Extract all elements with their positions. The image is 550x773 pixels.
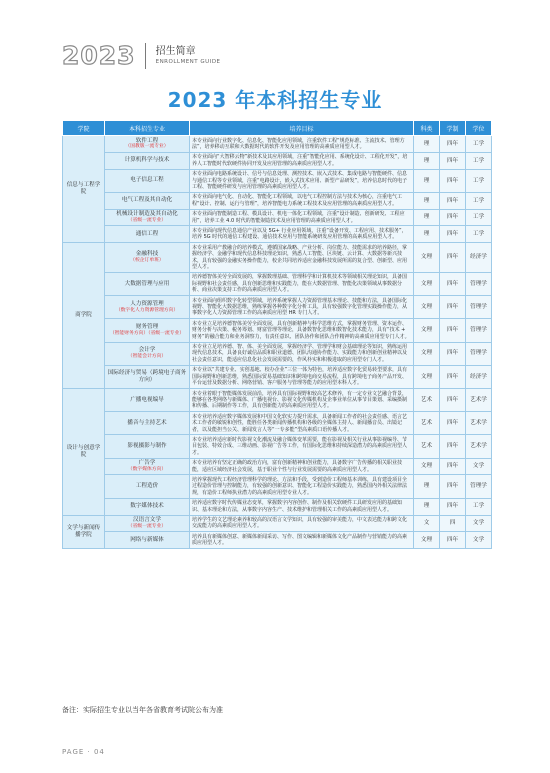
major-name: 广告学 [138,460,156,467]
category-cell: 文理 [414,532,440,549]
majors-table [62,120,492,549]
col-header-duration: 学制 [440,121,466,136]
duration-cell: 四年 [440,226,466,243]
table-row [63,296,492,319]
remark-note: 备注：实际招生专业以当年各省教育考试院公布为准 [62,706,223,714]
goal-cell: 本专业着眼于智能媒体发展前沿，培养具有国际视野和较高艺术修养，有一定专业文艺融合背景，能够在各类网络与新媒体、广播电视台、影视文化传媒机构及企事业单位从事节目策划、采编摄制和传播、后期制作等工作，具有创新能力的高素质应用型人才。 [190,389,414,412]
header-title-en: ENROLLMENT GUIDE [155,59,221,65]
table-row [63,169,492,192]
degree-cell: 工学 [466,192,492,209]
duration-cell: 四年 [440,475,466,498]
duration-cell: 四年 [440,435,466,458]
major-name-cell [105,319,190,342]
degree-cell: 工学 [466,152,492,169]
table-row [63,152,492,169]
major-name-cell [105,243,190,273]
table-row [63,192,492,209]
major-name: 数字媒体技术 [130,503,164,510]
degree-cell: 管理学 [466,296,492,319]
degree-cell: 经济学 [466,243,492,273]
duration-cell: 四年 [440,296,466,319]
degree-cell: 艺术学 [466,412,492,435]
goal-cell: 本专业立足培养德智体美劳全面发展，具有创新精神与科学思维方式，掌握财务管理、资本运作、财务分析与决策、税务筹划、财富管理等理论，具备数智化思维和数智化技术能力，具有“技术 + 财务”的融合能力和业务洞察力，有责任意识、团队协作和团队合作精神的高素质应用型专门人才。 [190,319,414,342]
category-cell: 文理 [414,272,440,295]
duration-cell: 四年 [440,169,466,192]
major-name: 播音与主持艺术 [127,419,167,426]
category-cell: 文理 [414,365,440,388]
major-name: 网络与新媒体 [130,536,164,543]
school-cell: 信息与工程学院 [63,136,105,243]
category-cell: 艺术 [414,412,440,435]
major-name-cell [105,209,190,226]
degree-cell: 工学 [466,498,492,515]
major-note: （智能财务方向）（省级一流专业） [109,330,185,336]
major-name: 影视摄影与制作 [127,443,167,450]
page-title: 2023 年本科招生专业 [167,88,383,112]
duration-cell: 四年 [440,243,466,273]
category-cell: 理 [414,475,440,498]
table-row [63,319,492,342]
major-name-cell [105,226,190,243]
goal-cell: 培养适应数字时代传媒业态变革，掌握数字内容创作、制作及相关软硬件工具研发应用的基础知识、基本理论和方法，从事数字内容生产、技术维护和管理相关工作的高素质应用型人才。 [190,498,414,515]
major-name: 机械设计制造及其自动化 [116,211,178,218]
category-cell: 理 [414,152,440,169]
degree-cell: 艺术学 [466,389,492,412]
category-cell: 艺术 [414,435,440,458]
major-name-cell [105,389,190,412]
major-name: 软件工程 [135,137,159,144]
major-name: 计算机科学与技术 [124,157,170,164]
category-cell: 文 [414,515,440,532]
duration-cell: 四 [440,515,466,532]
duration-cell: 四年 [440,389,466,412]
category-cell: 理 [414,226,440,243]
table-row [63,515,492,532]
category-cell: 理 [414,209,440,226]
table-row [63,342,492,365]
major-name-cell [105,475,190,498]
duration-cell: 四年 [440,532,466,549]
major-note: （数字媒体方向） [127,466,167,472]
goal-cell: 本专业培养有坚定正确的政治方向，富有创新精神和创业能力，具备数字广告传播的相关职业技能，适应区域经济社会发展，基于职业个性与行业发展需要的高素质应用型人才。 [190,458,414,475]
table-row [63,209,492,226]
page-header [62,42,221,70]
degree-cell: 工学 [466,169,492,192]
duration-cell: 四年 [440,209,466,226]
duration-cell: 四年 [440,192,466,209]
major-name-cell [105,296,190,319]
category-cell: 艺术 [414,389,440,412]
major-note: （校企订单班） [130,257,164,263]
duration-cell: 四年 [440,152,466,169]
category-cell: 理 [414,169,440,192]
goal-cell: 本专业面向电路系统设计、信号与信息处理、测控技术、嵌入式技术、集成电路与智能硬件、信息与通信工程等专业领域，注重“电路设计、嵌入式技术应用、新型产品研发”，培养信息时代的电子工程、智能硬件研发与应用管理的高素质应用型人才。 [190,169,414,192]
table-row [63,532,492,549]
goal-cell: 本专业采用产教融合的培养模式，遵循国家战略、产业分析、岗位能力、技能需求的培养路径，掌握经济学、金融学和现代信息科技理论知识，熟悉人工智能、区块链、云计算、大数据等新兴技术，具有较强的金融实务操作能力，校企共同培养适应金融科技发展所需的复合型、创新型、应用型人才。 [190,243,414,273]
goal-cell: 本专业立足培养德、智、体、美全面发展，掌握经济学、管理学和财会基础理论等知识，熟练运用现代信息技术，具备良好诚信品质和职业道德、团队沟通协作能力、实践能力和创新创业精神以及社会责任意识，能适应信息化社会发展需要的，作风朴实和积极进取的应用型专门人才。 [190,342,414,365]
goal-cell: 本专业面向行业数字化、信息化、智能化应用领域，注重软件工程“规范标准、主流技术、管理方法”，培养移动互联和大数据时代的软件开发及应用管理的高素质应用型人才。 [190,136,414,153]
category-cell: 文理 [414,342,440,365]
category-cell: 文理 [414,458,440,475]
goal-cell: 本专业培养适应数字媒体发展和中国文化软实力提升需求，具备新闻工作者的社会责任感、语言艺术工作者的敏锐和创性，能胜任各类新闻传播机构和各级的全媒体主持人、新闻播音员、出镜记者，以及能担当公关、新闻发言人等“一专多能”型高素质口语传播人才。 [190,412,414,435]
table-row [63,226,492,243]
duration-cell: 四年 [440,319,466,342]
col-header-degree: 学位 [466,121,492,136]
table-row [63,498,492,515]
major-note: （数字化人力资源管理方向） [115,307,179,313]
major-name-cell [105,515,190,532]
major-name-cell [105,365,190,388]
degree-cell: 工学 [466,136,492,153]
major-name: 会计学 [138,347,156,354]
goal-cell: 培养掌握现代工程经济管理科学的理论、方法和手段，受到造价工程师基本训练，具有建设项目全过程造价管理与控制能力，有较强的创新意识、智能化工程造价实践能力，熟悉国内外相关法律法规，有造价工程师执业潜力的高素质应用型专业人才。 [190,475,414,498]
major-name-cell [105,136,190,153]
goal-cell: 本专业面向智能制造工程、模具设计、机电一体化工程领域，注重“设计制造、创新研发、工程应用”，培养工业 4.0 时代的智能制造技术及应用管理的高素质应用型人才。 [190,209,414,226]
col-header-major: 本科招生专业 [105,121,190,136]
major-name: 广播电视编导 [130,396,164,403]
major-name-cell [105,435,190,458]
table-header-row [63,121,492,136]
degree-cell: 管理学 [466,319,492,342]
header-text [156,45,221,67]
goal-cell: 本专业面向“大智移云物”新技术及其应用领域，注重“智能化应用、系统化设计、工程化开发”，培养人工智能时代软硬件协同开发及应用管理的高素质应用型人才。 [190,152,414,169]
goal-cell: 培养具有新媒体创意、新媒体新闻采访、写作、图文编辑和新媒体文化产品制作与营销能力的高素质应用型人才。 [190,532,414,549]
school-cell: 设计与创意学院 [63,389,105,516]
goal-cell: 培养德智体美劳全面发展的，掌握数理基础、管理科学和计算机技术等领域相关理论知识，具备国际视野和社会责任感，具有创新思维和实践能力，能在大数据管理、智能化决策领域从事数据分析、商业决策支持工作的高素质应用型人才。 [190,272,414,295]
category-cell: 文理 [414,319,440,342]
duration-cell: 四年 [440,365,466,388]
degree-cell: 工学 [466,209,492,226]
goal-cell: 本专业以“共建专业、实创基地、校办企业”三位一体为特色，培养适应数字化贸易转型要求，具有国际视野和创新思维，熟悉国际贸易基础知识和跨境电商交易流程，具有跨境电子商务产品开发、平台运营及数据分析、网络营销、客户服务与管理等能力的应用型本科人才。 [190,365,414,388]
major-name-cell [105,272,190,295]
major-name-cell [105,458,190,475]
goal-cell: 本专业面向组织数字化转型领域，培养系统掌握人力资源管理基本理论、技能和方法，具备国际化视野、智能化大数据思维，熟练掌握各种数字化分析工具，具有较强数字化管理实践操作能力，从事数字化人力资源管理工作的高素质应用型 HR 专门人才。 [190,296,414,319]
table-row [63,435,492,458]
duration-cell: 四年 [440,136,466,153]
header-title-cn: 招生简章 [155,46,196,57]
table-row [63,272,492,295]
duration-cell: 四年 [440,342,466,365]
major-note: （智能会计方向） [127,354,167,360]
table-row [63,365,492,388]
major-name: 人力资源管理 [130,300,164,307]
degree-cell: 文学 [466,532,492,549]
major-name-cell [105,498,190,515]
major-name: 财务管理 [135,324,159,331]
table-row [63,475,492,498]
goal-cell: 本专业面向电气化、自动化、智能化工程领域，以电气工程控制方法与技术为核心，注重电气工程“设计、控制、运行与管理”，培养智能电力系统工程技术及应用管理的高素质应用型人才。 [190,192,414,209]
degree-cell: 工学 [466,226,492,243]
category-cell: 理 [414,136,440,153]
category-cell: 理 [414,498,440,515]
degree-cell: 管理学 [466,475,492,498]
degree-cell: 文学 [466,515,492,532]
duration-cell: 四年 [440,498,466,515]
goal-cell: 本专业培养适应新时代影视文化潮流及融合媒体变革需要，能在影视及相关行业从事影视编导、节目包装、特效合成、三维动画、影视广告等工作，有国际化思维和持续深造潜力的高素质应用型人才。 [190,435,414,458]
degree-cell: 艺术学 [466,435,492,458]
table-row [63,458,492,475]
col-header-goal: 培养目标 [190,121,414,136]
degree-cell: 管理学 [466,272,492,295]
major-name: 大数据管理与应用 [124,280,170,287]
col-header-category: 科类 [414,121,440,136]
major-name: 通信工程 [135,230,159,237]
major-name-cell [105,152,190,169]
school-cell: 文学与新闻传播学院 [63,515,105,549]
major-name: 金融科技 [135,251,159,258]
school-cell: 商学院 [63,243,105,389]
duration-cell: 四年 [440,412,466,435]
duration-cell: 四年 [440,458,466,475]
header-divider [145,43,146,69]
degree-cell: 经济学 [466,365,492,388]
page-number: PAGE · 04 [62,748,105,756]
table-row [63,243,492,273]
table-row [63,412,492,435]
major-name-cell [105,192,190,209]
degree-cell: 管理学 [466,342,492,365]
goal-cell: 本专业面向现代信息通信产业以及 5G+ 行业应用领域，注重“设备开发、工程应用、技术服务”，培养 5G 时代的通信工程建设、通信技术应用与智能系统研发应用管理的高素质应用型人才。 [190,226,414,243]
year-logo: 2023 [62,41,136,70]
category-cell: 文理 [414,243,440,273]
major-name-cell [105,169,190,192]
major-name-cell [105,412,190,435]
major-name: 电子信息工程 [130,177,164,184]
major-name: 工程造价 [135,483,159,490]
major-name: 电气工程及其自动化 [121,197,173,204]
major-name-cell [105,342,190,365]
category-cell: 文理 [414,296,440,319]
major-name-cell [105,532,190,549]
table-body [63,136,492,549]
major-name: 汉语言文学 [133,517,161,523]
major-note: （国教版一流专业） [125,144,169,150]
table-row [63,136,492,153]
major-note: （省级一流专业） [127,523,167,529]
category-cell: 理 [414,192,440,209]
major-name: 国际经济与贸易（跨境电子商务方向） [107,370,187,383]
col-header-school: 学院 [63,121,105,136]
goal-cell: 培养学生的文艺理论素养和较高的汉语言文学知识，具有较强的审美能力，中文表达能力和跨文化交流能力的高素质应用型人才。 [190,515,414,532]
major-note: （省级一流专业） [127,217,167,223]
degree-cell: 文学 [466,458,492,475]
duration-cell: 四年 [440,272,466,295]
table-row [63,389,492,412]
